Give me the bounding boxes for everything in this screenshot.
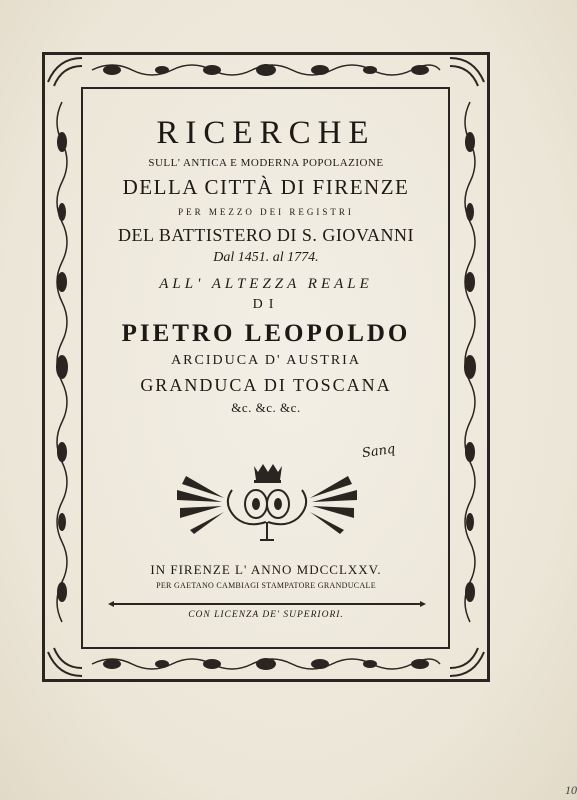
title-block [90, 108, 442, 416]
crown-coat-of-arms-ornament [172, 460, 362, 548]
etcetera: &c. &c. &c. [231, 400, 301, 415]
dedicatee-title-1: ARCIDUCA D' AUSTRIA [171, 353, 361, 368]
dedicatee-title-2: GRANDUCA DI TOSCANA [140, 375, 392, 395]
imprint-printer: PER GAETANO CAMBIAGI STAMPATORE GRANDUCALE [156, 581, 376, 590]
dedicatee-name: PIETRO LEOPOLDO [121, 320, 411, 347]
imprint-block [90, 562, 442, 591]
subtitle-line-2: DELLA CITTÀ DI FIRENZE [122, 175, 410, 199]
subtitle-line-1: SULL' ANTICA E MODERNA POPOLAZIONE [148, 157, 384, 169]
subtitle-line-4: DEL BATTISTERO DI S. GIOVANNI [118, 225, 414, 245]
title-ricerche: RICERCHE [156, 115, 376, 151]
license-line: CON LICENZA DE' SUPERIORI. [188, 610, 344, 620]
subtitle-line-3: PER MEZZO DEI REGISTRI [178, 207, 354, 217]
decorative-rule [108, 600, 426, 608]
dedication-line-2: DI [252, 297, 280, 312]
page-number: 10 [565, 783, 577, 797]
dedication-line-1: ALL' ALTEZZA REALE [159, 276, 373, 292]
handwritten-signature: Sanq [361, 441, 397, 462]
imprint-place-year: IN FIRENZE L' ANNO MDCCLXXV. [150, 562, 382, 577]
date-range: Dal 1451. al 1774. [213, 250, 319, 265]
